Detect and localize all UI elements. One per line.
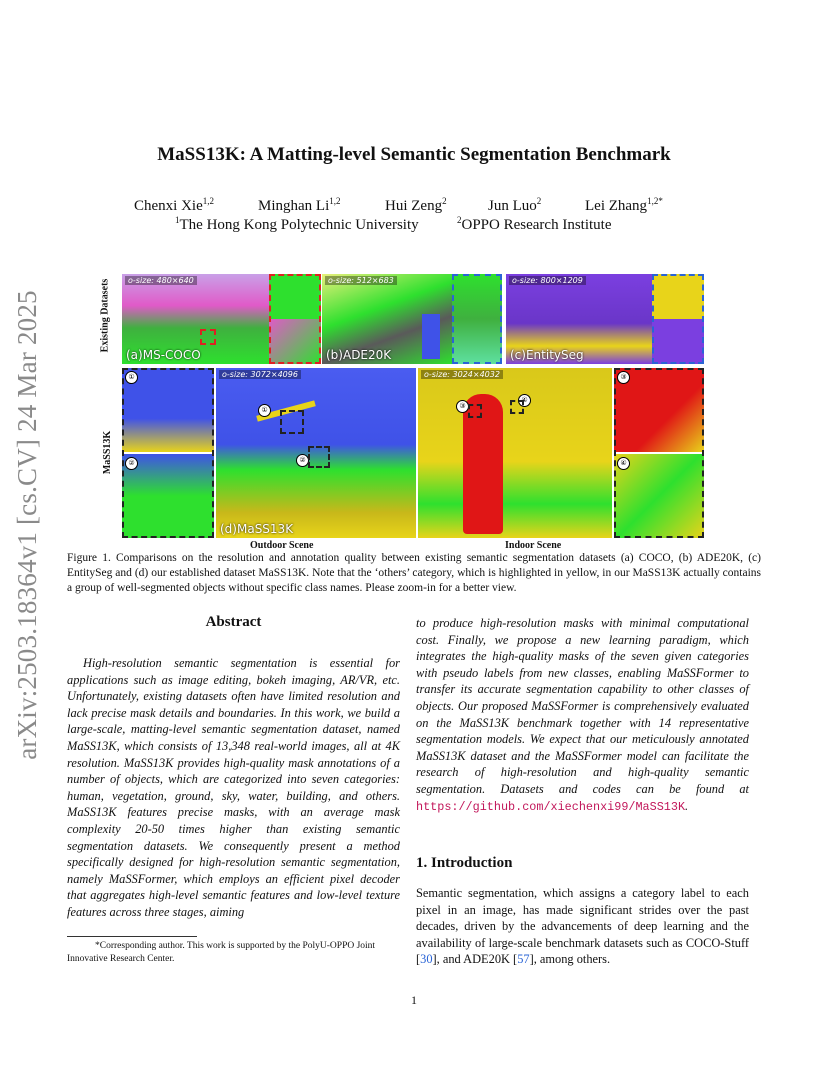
marker-1: ① [125,371,138,384]
affiliation-2: $^2$OPPO Research Institute [457,215,612,233]
author-5: Lei Zhang$^{1,2*}$ [585,196,663,214]
affiliation-1: $^1$The Hong Kong Polytechnic University [175,215,419,233]
entityseg-osize: o-size: 800×1209 [509,276,586,285]
outdoor-scene-label: Outdoor Scene [250,540,314,551]
figure-caption: Figure 1. Comparisons on the resolution and annotation quality between existing semantic segmentation datasets (a) COCO, (b) ADE20K, (c) EntitySeg and (d) our established dataset MaSS13K. Note that the ‘others’ category, which is highlighted in yellow, in our MaSS13K actually contains a group of well-segmented objects without specific class names. Please zoom-in for a better view. [67,552,761,594]
introduction-text: Semantic segmentation, which assigns a category label to each pixel in an image, has made significant strides over the past decades, driven by the advancements of deep learning and the availability of large-scale benchmark datasets such as COCO-Stuff [30], and ADE20K [57], among others. [416,886,749,967]
indoor-osize: o-size: 3024×4032 [421,370,503,379]
arxiv-side-stamp: arXiv:2503.18364v1 [cs.CV] 24 Mar 2025 [12,290,42,760]
author-3: Hui Zeng$^2$ [385,196,447,214]
ade20k-zoom-frame [452,274,502,364]
page-number: 1 [411,993,417,1007]
github-link[interactable]: https://github.com/xiechenxi99/MaSS13K [416,799,686,814]
mass13k-label: (d)MaSS13K [220,522,294,536]
abstract-continuation-text: to produce high-resolution masks with minimal computational cost. Finally, we propose a new learning paradigm, which integrates the high-quality masks of the seven given categories with pseudo labels from new classes, enabling MaSSFormer to transfer its accurate segmentation capability to other classes of objects. Our proposed MaSSFormer is comprehensively evaluated on the MaSS13K benchmark together with 14 representative segmentation models. We expect that our meticulously annotated MaSS13K dataset and the MaSSFormer model can facilitate the research of high-resolution and high-quality semantic segmentation. Datasets and codes can be found at [416,616,749,796]
indoor-marker-3: ③ [456,400,469,413]
ade20k-image [322,274,452,364]
indoor-marker-4: ④ [518,394,531,407]
citation-30[interactable]: 30 [420,952,433,967]
citation-57[interactable]: 57 [517,952,530,967]
coco-image [122,274,270,364]
abstract-text: High-resolution semantic segmentation is essential for applications such as image editing, bokeh imaging, AR/VR, etc. Unfortunately, existing datasets often have limited resolution and lack precise mask details and boundaries. In this work, we build a large-scale, matting-level semantic segmentation dataset, named MaSS13K, which consists of 13,348 real-world images, all at 4K resolution. MaSS13K provides high-quality mask annotations of a number of objects, which are categorized into seven categories: human, vegetation, ground, sky, water, building, and others. MaSS13K features precise masks, with an average mask complexity 20-50 times higher than existing semantic segmentation datasets. We consequently present a method specifically designed for high-resolution semantic segmentation, namely MaSSFormer, which employs an efficient pixel decoder that aggregates high-level semantic features and low-level texture features across three stages, aiming [67,656,400,919]
row-label-mass13k: MaSS13K [102,430,114,475]
abstract-continuation: to produce high-resolution masks with minimal computational cost. Finally, we propose a new learning paradigm, which integrates the high-quality masks of the seven given categories with pseudo labels from new classes, enabling MaSSFormer to transfer its accurate segmentation capability to other classes of objects. Our proposed MaSSFormer is comprehensively evaluated on the MaSS13K benchmark together with 14 representative segmentation models. We expect that our meticulously annotated MaSS13K dataset and the MaSSFormer model can facilitate the research of high-resolution and high-quality semantic segmentation. Datasets and codes can be found at https://github.com/xiechenxi99/MaSS13K. [416,616,749,814]
outdoor-zoom-frame [122,368,214,538]
entityseg-label: (c)EntitySeg [510,348,584,362]
entityseg-image [506,274,652,364]
introduction-heading: 1. Introduction [416,855,513,871]
marker-2: ② [125,457,138,470]
outdoor-marker-2: ② [296,454,309,467]
mass13k-outdoor-image [216,368,416,538]
outdoor-marker-1: ① [258,404,271,417]
indoor-scene-label: Indoor Scene [505,540,562,551]
row-label-existing: Existing Datasets [99,278,111,353]
marker-3: ③ [617,371,630,384]
mass13k-indoor-image [418,368,612,538]
ade20k-person-region [422,314,440,359]
indoor-box-3 [468,404,482,418]
coco-zoom-frame [269,274,321,364]
author-1: Chenxi Xie$^{1,2}$ [134,196,214,214]
footnote: *Corresponding author. This work is supported by the PolyU-OPPO Joint Innovative Research Center. [67,941,376,964]
author-2: Minghan Li$^{1,2}$ [258,196,341,214]
paper-title: MaSS13K: A Matting-level Semantic Segmentation Benchmark [157,144,671,165]
outdoor-box-1 [280,410,304,434]
abstract-heading: Abstract [205,614,262,630]
entityseg-zoom-frame [652,274,704,364]
ade20k-label: (b)ADE20K [326,348,392,362]
coco-zoom-marker [200,329,216,345]
marker-4: ④ [617,457,630,470]
indoor-box-4 [510,400,524,414]
indoor-zoom-frame [614,368,704,538]
coco-label: (a)MS-COCO [126,348,201,362]
footnote-rule [67,936,197,937]
coco-osize: o-size: 480×640 [125,276,197,285]
outdoor-box-2 [308,446,330,468]
figure-1 [99,272,736,552]
author-4: Jun Luo$^2$ [488,196,542,214]
outdoor-osize: o-size: 3072×4096 [219,370,301,379]
ade20k-osize: o-size: 512×683 [325,276,397,285]
